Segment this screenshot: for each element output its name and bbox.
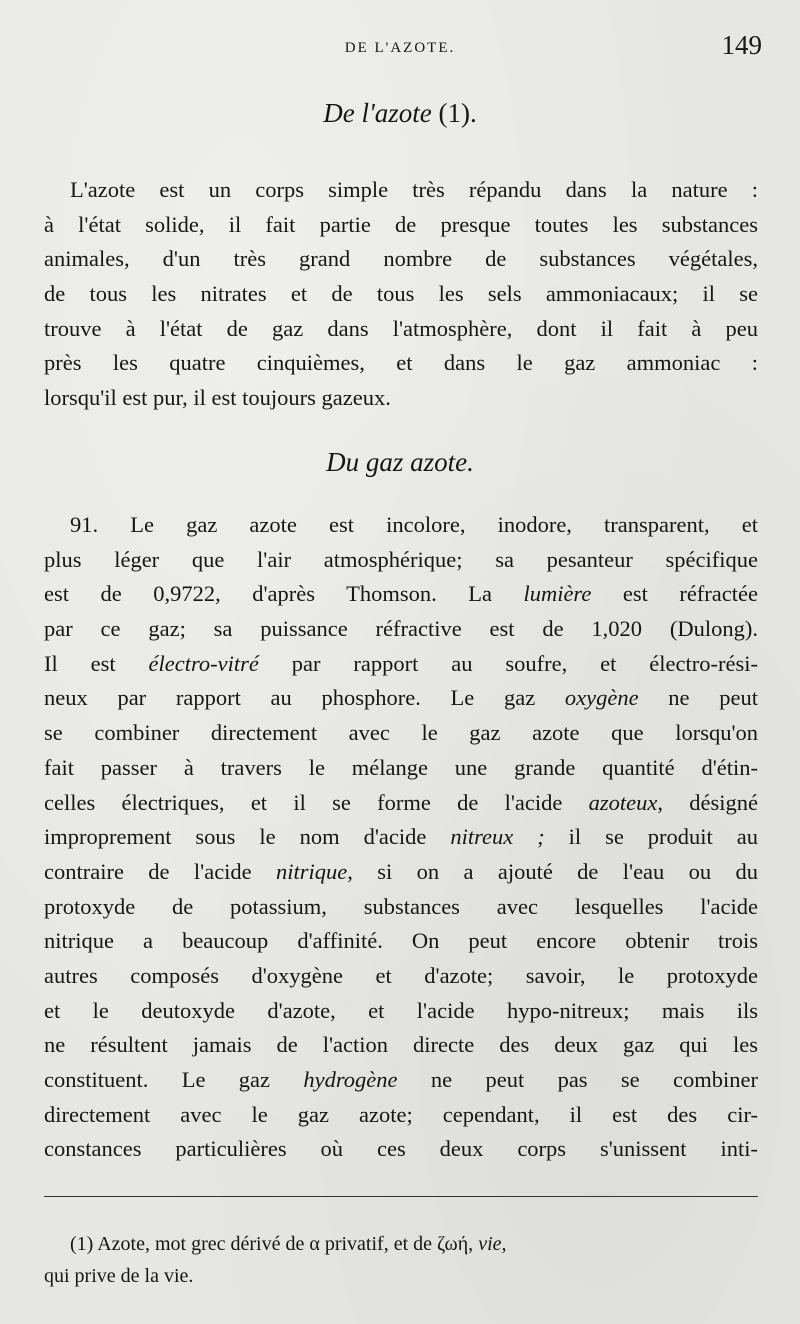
italic-term: hydrogène [303, 1067, 398, 1092]
text-line: fait passer à travers le mélange une grande quantité d'étin- [44, 754, 758, 780]
text-line: 91. Le gaz azote est incolore, inodore, transparent, et [70, 512, 758, 537]
text-line: est de 0,9722, d'après Thomson. La lumière est réfractée [44, 581, 758, 607]
footnote [44, 1228, 758, 1292]
text-line: ne résultent jamais de l'action directe des deux gaz qui les [44, 1032, 758, 1058]
page-number: 149 [721, 30, 762, 60]
italic-term: nitrique [276, 858, 348, 884]
section-title-text: De l'azote [323, 98, 432, 128]
italic-term: électro-vitré [148, 650, 259, 676]
text-line: plus léger que l'air atmosphérique; sa pesanteur spécifique [44, 546, 758, 572]
section-title [0, 98, 800, 129]
text-line: neux par rapport au phosphore. Le gaz oxygène ne peut [44, 685, 758, 711]
italic-term: vie, [478, 1233, 507, 1255]
footnote-line: (1) Azote, mot grec dérivé de α privatif, et de ζωή, vie, [70, 1233, 507, 1255]
text-line: contraire de l'acide nitrique, si on a ajouté de l'eau ou du [44, 858, 759, 884]
italic-term: nitreux ; [450, 824, 545, 850]
text-line: de tous les nitrates et de tous les sels ammoniacaux; il se [44, 281, 758, 307]
text-line: à l'état solide, il fait partie de presque toutes les substances [44, 211, 758, 237]
text-line: improprement sous le nom d'acide nitreux ; il se produit au [44, 824, 759, 850]
paragraph-gaz-azote [44, 508, 758, 1167]
text-line: autres composés d'oxygène et d'azote; savoir, le protoxyde [44, 962, 758, 988]
running-head: DE L'AZOTE. [344, 40, 456, 56]
text-line: celles électriques, et il se forme de l'acide azoteux, désigné [44, 789, 758, 815]
subsection-title-text: Du gaz azote. [326, 447, 474, 477]
text-line: Il est électro-vitré par rapport au soufre, et électro-rési- [44, 650, 758, 676]
footnote-line: qui prive de la vie. [44, 1265, 194, 1287]
text-line: L'azote est un corps simple très répandu dans la nature : [70, 177, 758, 202]
text-line: et le deutoxyde d'azote, et l'acide hypo-nitreux; mais ils [44, 997, 758, 1023]
text-line: par ce gaz; sa puissance réfractive est de 1,020 (Dulong). [44, 616, 758, 642]
text-line: constances particulières où ces deux corps s'unissent inti- [44, 1136, 758, 1162]
text-line: trouve à l'état de gaz dans l'atmosphère, dont il fait à peu [44, 315, 758, 341]
italic-term: lumière [523, 581, 592, 607]
footnote-divider [44, 1196, 758, 1197]
italic-term: azoteux [588, 789, 658, 815]
text-line: animales, d'un très grand nombre de substances végétales, [44, 246, 758, 272]
subsection-title [0, 447, 800, 478]
footnote-reference: (1). [438, 98, 477, 128]
text-line: directement avec le gaz azote; cependant, il est des cir- [44, 1101, 758, 1127]
text-line: près les quatre cinquièmes, et dans le gaz ammoniac : [44, 350, 758, 376]
text-line: nitrique a beaucoup d'affinité. On peut encore obtenir trois [44, 928, 758, 954]
paragraph-azote-intro [44, 173, 758, 416]
text-line: constituent. Le gaz hydrogène ne peut pas se combiner [44, 1067, 758, 1092]
italic-term: oxygène [564, 685, 639, 711]
text-line: se combiner directement avec le gaz azote que lorsqu'on [44, 720, 758, 746]
text-line: protoxyde de potassium, substances avec lesquelles l'acide [44, 893, 758, 919]
text-line: lorsqu'il est pur, il est toujours gazeux. [44, 385, 391, 411]
